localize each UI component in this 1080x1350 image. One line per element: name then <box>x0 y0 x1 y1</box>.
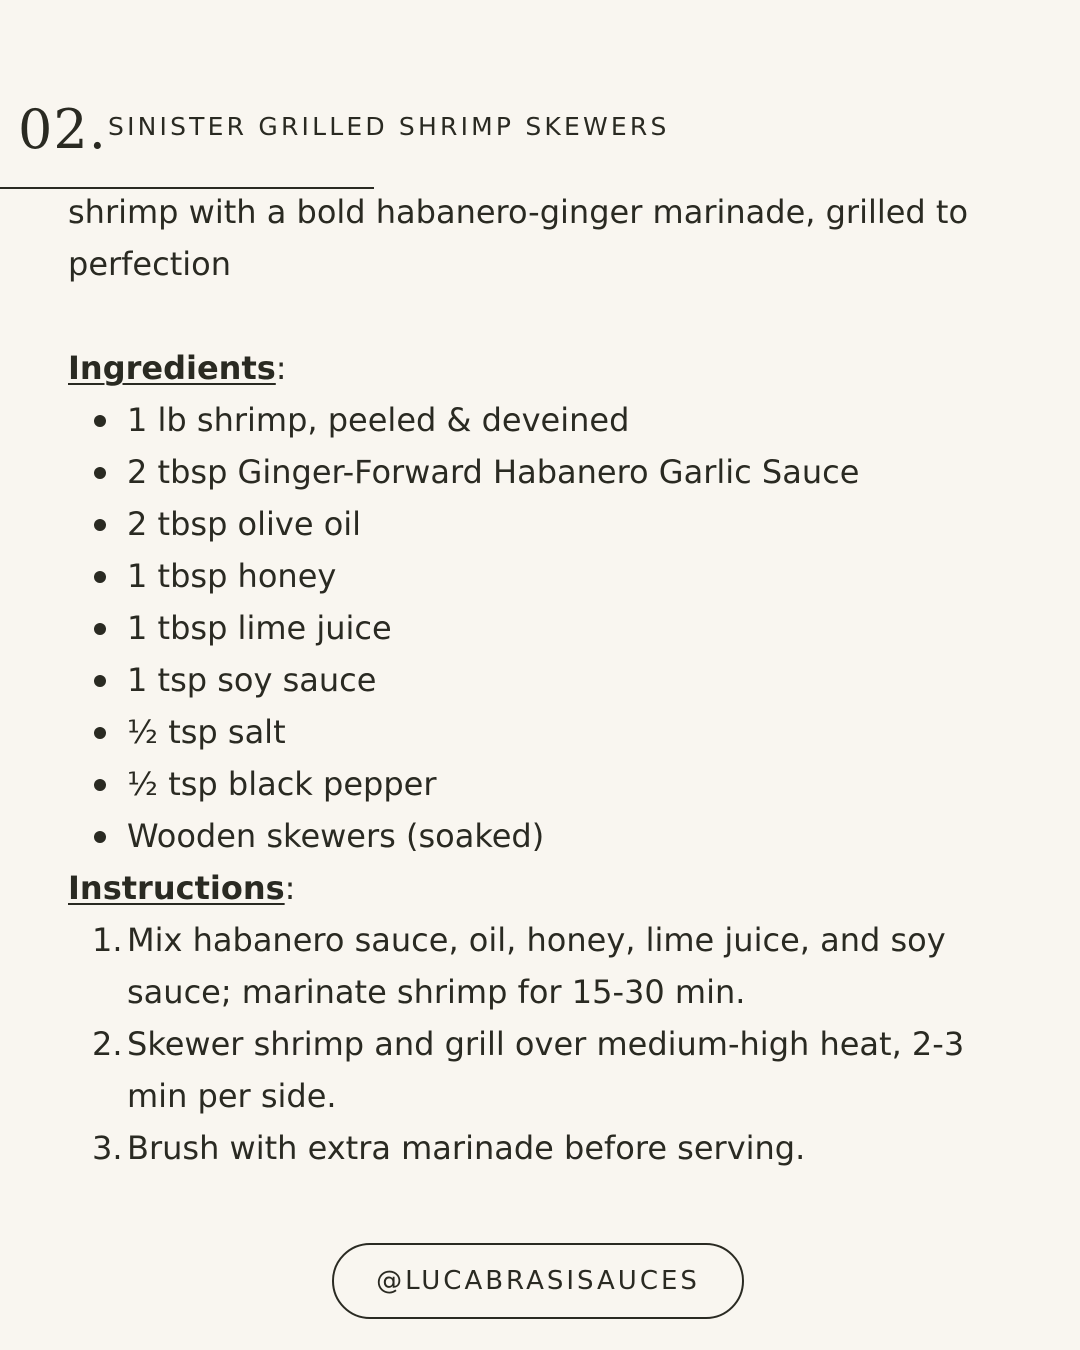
ingredient-text: 2 tbsp olive oil <box>127 505 362 543</box>
ingredient-item <box>68 654 1018 706</box>
ingredients-heading <box>68 342 1018 394</box>
ingredient-text: 1 lb shrimp, peeled & deveined <box>127 401 630 439</box>
ingredient-item <box>68 446 1018 498</box>
ingredient-item <box>68 758 1018 810</box>
bullet-icon <box>94 519 106 531</box>
instructions-heading-text: Instructions <box>68 869 285 907</box>
ingredient-item <box>68 394 1018 446</box>
ingredient-text: 1 tsp soy sauce <box>127 661 377 699</box>
bullet-icon <box>94 415 106 427</box>
ingredients-list <box>68 394 1018 862</box>
bullet-icon <box>94 727 106 739</box>
bullet-icon <box>94 467 106 479</box>
bullet-icon <box>94 831 106 843</box>
ingredient-item <box>68 810 1018 862</box>
bullet-icon <box>94 623 106 635</box>
ingredient-text: ½ tsp salt <box>127 713 286 751</box>
ingredient-item <box>68 498 1018 550</box>
social-handle-button[interactable] <box>332 1243 744 1319</box>
instruction-step <box>68 1018 1018 1122</box>
bullet-icon <box>94 571 106 583</box>
ingredient-text: 1 tbsp lime juice <box>127 609 392 647</box>
recipe-content <box>68 186 1018 1174</box>
recipe-number: 02. <box>18 98 107 161</box>
step-number: 3. <box>92 1129 123 1167</box>
ingredient-text: ½ tsp black pepper <box>127 765 437 803</box>
ingredients-heading-text: Ingredients <box>68 349 276 387</box>
recipe-description: shrimp with a bold habanero-ginger marinade, grilled to perfection <box>68 193 969 283</box>
ingredient-text: 2 tbsp Ginger-Forward Habanero Garlic Sauce <box>127 453 860 491</box>
step-text: Brush with extra marinade before serving. <box>127 1129 806 1167</box>
step-text: Mix habanero sauce, oil, honey, lime juice, and soy sauce; marinate shrimp for 15-30 min. <box>127 921 946 1011</box>
step-number: 1. <box>92 921 123 959</box>
instructions-heading <box>68 862 1018 914</box>
step-number: 2. <box>92 1025 123 1063</box>
ingredient-text: Wooden skewers (soaked) <box>127 817 545 855</box>
instruction-step <box>68 914 1018 1018</box>
ingredients-heading-colon: : <box>275 349 287 387</box>
instructions-heading-colon: : <box>284 869 296 907</box>
instructions-list <box>68 914 1018 1174</box>
bullet-icon <box>94 675 106 687</box>
bullet-icon <box>94 779 106 791</box>
ingredient-item <box>68 602 1018 654</box>
social-handle-text: @LUCABRASISAUCES <box>376 1266 700 1296</box>
ingredient-item <box>68 550 1018 602</box>
instruction-step <box>68 1122 1018 1174</box>
step-text: Skewer shrimp and grill over medium-high heat, 2-3 min per side. <box>127 1025 965 1115</box>
ingredient-item <box>68 706 1018 758</box>
ingredient-text: 1 tbsp honey <box>127 557 337 595</box>
recipe-title: SINISTER GRILLED SHRIMP SKEWERS <box>108 112 670 141</box>
